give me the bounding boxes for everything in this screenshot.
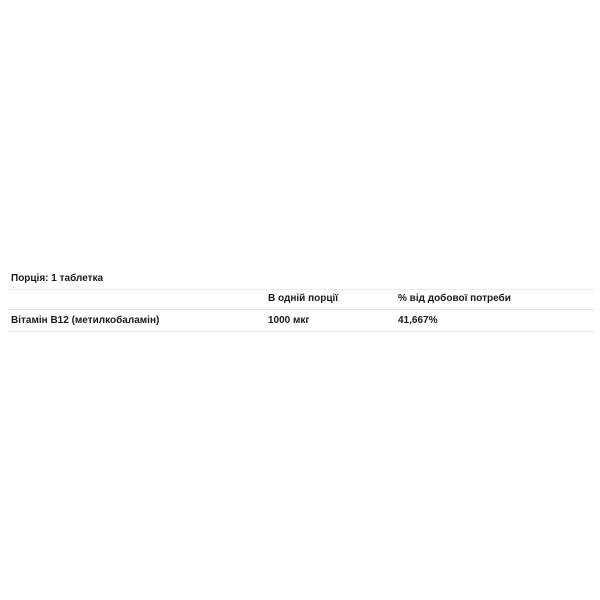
supplement-facts-table [8,268,594,332]
serving-size-label: Порція: 1 таблетка [11,273,104,284]
header-daily-value: % від добової потреби [398,293,511,304]
nutrient-daily-value: 41,667% [398,315,438,326]
nutrient-name: Вітамін B12 (метилкобаламін) [11,315,160,326]
header-amount-per-serving: В одній порції [268,293,339,304]
nutrient-amount: 1000 мкг [268,315,310,326]
serving-size-row [8,268,594,290]
table-header-row [8,290,594,310]
table-row [8,310,594,332]
